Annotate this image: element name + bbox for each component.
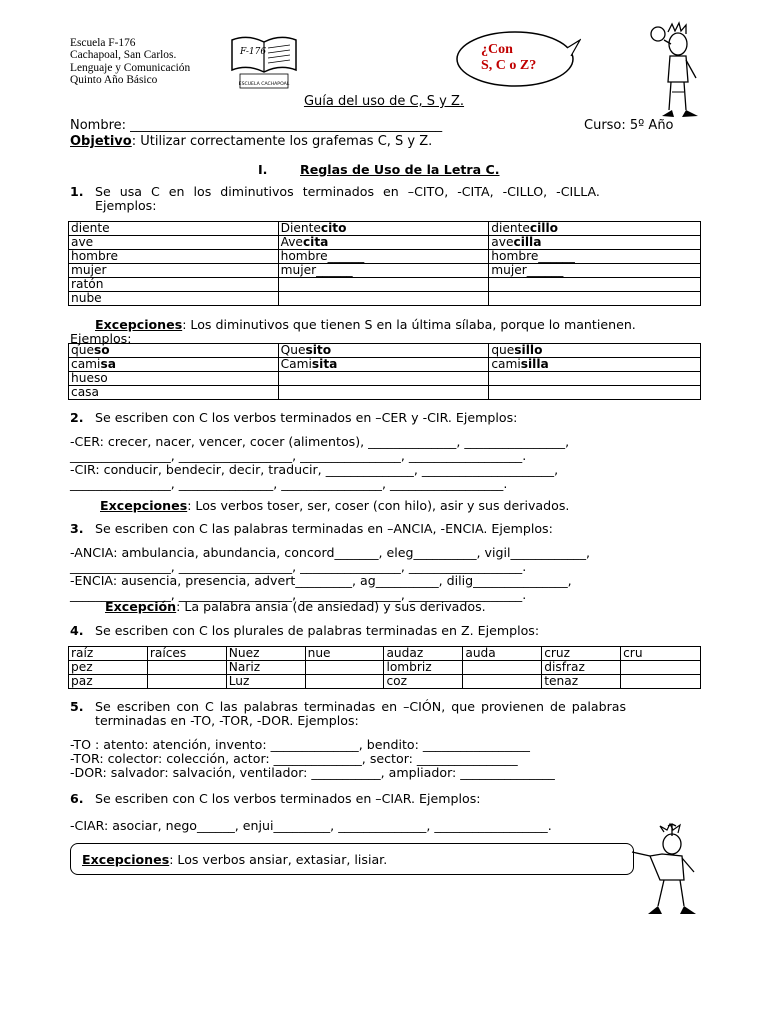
cell: Luz [226,675,305,689]
school-line: Lenguaje y Comunicación [70,61,191,74]
cell: avecilla [489,236,701,250]
rule-number: 2. [70,410,84,425]
cell: tenaz [542,675,621,689]
exercise-line: ________________, __________________, ________________, __________________. [70,448,527,463]
section-title: Reglas de Uso de la Letra C. [300,162,500,177]
cell: queso [69,344,279,358]
cell [489,372,701,386]
exceptions-table [68,343,701,400]
cell: nue [305,647,384,661]
exceptions-6: Excepciones: Los verbos ansiar, extasiar, lisiar. [82,852,388,867]
rule-text: Se escriben con C los verbos terminados en –CER y -CIR. Ejemplos: [95,410,518,425]
exercise-line: -CIR: conducir, bendecir, decir, traducir, ______________, _____________________, [70,462,559,477]
cell: Avecita [278,236,489,250]
exercise-line: -TO : atento: atención, invento: ______________, bendito: _________________ [70,737,530,752]
cell: cruz [542,647,621,661]
cell [305,675,384,689]
exercise-line: -CER: crecer, nacer, vencer, cocer (alimentos), ______________, ________________, [70,434,570,449]
cell [278,292,489,306]
cell: diente [69,222,279,236]
cell: dientecillo [489,222,701,236]
cell: paz [69,675,148,689]
logo-text: F-176 [240,47,267,57]
rule-text: Se escriben con C las palabras terminadas en –CIÓN, que provienen de palabras [95,699,627,714]
cell [489,292,701,306]
cell: Dientecito [278,222,489,236]
cell: mujer______ [489,264,701,278]
school-line: Cachapoal, San Carlos. [70,49,177,62]
cartoon-boy-icon [638,20,708,130]
rule-number: 1. [70,184,84,199]
cell [489,278,701,292]
cell: Quesito [278,344,489,358]
table-row [69,358,701,372]
diminutive-table [68,221,701,306]
cell: casa [69,386,279,400]
cell [305,661,384,675]
cell: hombre______ [278,250,489,264]
exercise-line: -TOR: colector: colección, actor: ______________, sector: ________________ [70,751,518,766]
cell: nube [69,292,279,306]
exercise-line: ________________, _______________, ________________, __________________. [70,476,508,491]
cell: mujer [69,264,279,278]
rule-text: Se escriben con C las palabras terminadas en –ANCIA, -ENCIA. Ejemplos: [95,521,553,536]
table-row [69,386,701,400]
cell: ave [69,236,279,250]
nombre-field: Nombre: ________________________________________________ [70,118,443,133]
table-row [69,278,701,292]
plurals-table [68,646,701,689]
school-info [70,37,190,87]
cell: Nariz [226,661,305,675]
cell: ratón [69,278,279,292]
rule-number: 4. [70,623,84,638]
table-row [69,344,701,358]
cartoon-boy-pointing-icon [628,822,708,922]
rule-number: 3. [70,521,84,536]
cell: lombriz [384,661,463,675]
cell [278,386,489,400]
table-row [69,236,701,250]
table-row [69,675,701,689]
table-row [69,292,701,306]
cell [278,278,489,292]
cell: auda [463,647,542,661]
exercise-line: ________________, __________________, ________________, __________________. [70,559,527,574]
section-number: I. [258,162,268,177]
rule-text: Ejemplos: [95,198,157,213]
exercise-line: -CIAR: asociar, nego______, enjui_________, ______________, __________________. [70,818,552,833]
rule-text: Se escriben con C los verbos terminados en –CIAR. Ejemplos: [95,791,481,806]
exercise-line: ________________, __________________, ________________, __________________. [70,587,527,602]
cell: quesillo [489,344,701,358]
objetivo: Objetivo: Utilizar correctamente los grafemas C, S y Z. [70,134,433,149]
exceptions-2: Excepciones: Los verbos toser, ser, coser (con hilo), asir y sus derivados. [100,498,570,513]
rule-text: terminadas en -TO, -TOR, -DOR. Ejemplos: [95,713,359,728]
cell: hombre [69,250,279,264]
exercise-line: -ENCIA: ausencia, presencia, advert_________, ag__________, dilig_______________, [70,573,572,588]
cell [489,386,701,400]
exception-3: Excepción: La palabra ansia (de ansiedad) y sus derivados. [105,599,486,614]
cell [147,661,226,675]
table-row [69,222,701,236]
cell: mujer______ [278,264,489,278]
cell: pez [69,661,148,675]
cell: hueso [69,372,279,386]
curso-field: Curso: 5º Año [584,118,674,133]
rule-number: 5. [70,699,84,714]
cell [463,675,542,689]
cell [463,661,542,675]
cell: camisa [69,358,279,372]
cell: cru [621,647,701,661]
cell: Nuez [226,647,305,661]
cell: hombre______ [489,250,701,264]
cell [621,675,701,689]
cell [621,661,701,675]
rule-number: 6. [70,791,84,806]
exercise-line: -DOR: salvador: salvación, ventilador: ___________, ampliador: _______________ [70,765,555,780]
cell: raíz [69,647,148,661]
exercise-line: -ANCIA: ambulancia, abundancia, concord_______, eleg__________, vigil____________, [70,545,591,560]
table-row [69,647,701,661]
exceptions-1: Excepciones: Los diminutivos que tienen S en la última sílaba, porque lo mantienen. [95,317,636,332]
school-book-logo-icon [228,32,300,90]
bubble-text: ¿Con S, C o Z? [481,42,537,73]
cell [278,372,489,386]
logo-caption: ESCUELA CACHAPOAL [238,82,290,87]
cell [147,675,226,689]
cell: camisilla [489,358,701,372]
table-row [69,250,701,264]
table-row [69,372,701,386]
cell: disfraz [542,661,621,675]
rule-text: Ejemplos: [70,331,132,346]
table-row [69,661,701,675]
school-line: Quinto Año Básico [70,74,158,87]
cell: audaz [384,647,463,661]
school-line: Escuela F-176 [70,37,136,49]
rule-text: Se usa C en los diminutivos terminados en –CITO, -CITA, -CILLO, -CILLA. [95,184,600,199]
table-row [69,264,701,278]
rule-text: Se escriben con C los plurales de palabras terminadas en Z. Ejemplos: [95,623,540,638]
cell: raíces [147,647,226,661]
page-title: Guía del uso de C, S y Z. [303,94,465,109]
cell: Camisita [278,358,489,372]
cell: coz [384,675,463,689]
